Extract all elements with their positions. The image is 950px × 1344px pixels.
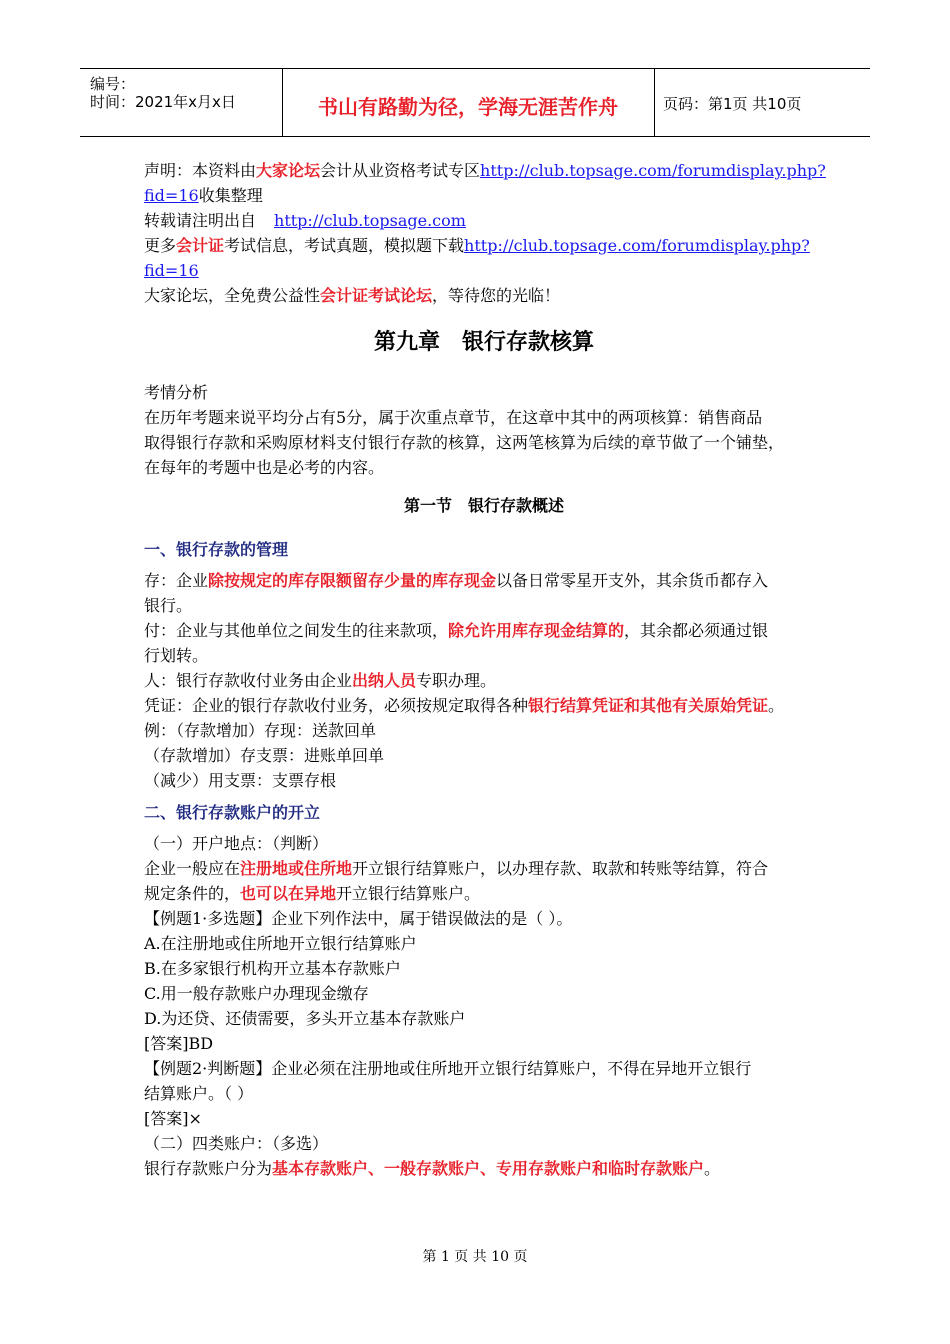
statement-text: 收集整理 <box>198 186 263 205</box>
question-1: 【例题1·多选题】企业下列作法中，属于错误做法的是（ ）。 <box>144 909 573 928</box>
highlight: 基本存款账户、一般存款账户、专用存款账户和临时存款账户 <box>272 1159 705 1178</box>
highlight: 出纳人员 <box>352 671 417 690</box>
statement-line-5 <box>144 258 824 283</box>
page-header <box>80 68 870 137</box>
text: 银行存款账户分为 <box>144 1159 273 1178</box>
location-rule <box>144 856 824 881</box>
section-title: 第一节 银行存款概述 <box>403 496 564 515</box>
statement-text: ，等待您的光临！ <box>432 286 561 305</box>
statement-text: 声明：本资料由 <box>144 161 257 180</box>
text: ，其余都必须通过银 <box>624 621 769 640</box>
header-middle-cell <box>282 69 655 136</box>
analysis-paragraph: 在每年的考题中也是必考的内容。 <box>144 458 385 477</box>
header-right-cell <box>655 69 870 136</box>
forum-link-cont[interactable]: fid=16 <box>144 186 199 205</box>
highlight: 会计证 <box>176 236 225 255</box>
answer-2: [答案]× <box>144 1109 202 1128</box>
answer-1: [答案]BD <box>144 1034 214 1053</box>
text: 存：企业 <box>144 571 209 590</box>
statement-text: 大家论坛，全免费公益性 <box>144 286 321 305</box>
text: 企业一般应在 <box>144 859 241 878</box>
example-line: 例：（存款增加）存现：送款回单 <box>144 721 377 740</box>
header-left-cell <box>80 69 283 136</box>
page-info: 页码：第1页 共10页 <box>663 95 802 113</box>
forum-link[interactable]: http://club.topsage.com/forumdisplay.php? <box>480 161 826 180</box>
download-link[interactable]: http://club.topsage.com/forumdisplay.php? <box>464 236 810 255</box>
payment-rule <box>144 618 824 643</box>
highlight: 会计证考试论坛 <box>320 286 433 305</box>
statement-line-3 <box>144 208 824 233</box>
highlight: 除允许用库存现金结算的 <box>448 621 625 640</box>
highlight: 注册地或住所地 <box>240 859 353 878</box>
highlight: 也可以在异地 <box>240 884 337 903</box>
option-c: C.用一般存款账户办理现金缴存 <box>144 984 369 1003</box>
document-body <box>144 158 824 1181</box>
text: 付：企业与其他单位之间发生的往来款项， <box>144 621 449 640</box>
question-2: 【例题2·判断题】企业必须在注册地或住所地开立银行结算账户，不得在异地开立银行 <box>144 1059 752 1078</box>
statement-text: 更多 <box>144 236 177 255</box>
text: 以备日常零星开支外，其余货币都存入 <box>496 571 769 590</box>
text: 。 <box>768 696 785 715</box>
text: 人：银行存款收付业务由企业 <box>144 671 353 690</box>
text: 专职办理。 <box>416 671 497 690</box>
option-d: D.为还贷、还债需要，多头开立基本存款账户 <box>144 1009 466 1028</box>
text: 开立银行结算账户。 <box>336 884 481 903</box>
voucher-rule <box>144 693 824 718</box>
highlight: 除按规定的库存限额留存少量的库存现金 <box>208 571 497 590</box>
text: 。 <box>704 1159 721 1178</box>
highlight: 银行结算凭证和其他有关原始凭证 <box>528 696 769 715</box>
forum-name: 大家论坛 <box>256 161 321 180</box>
deposit-rule-cont: 银行。 <box>144 596 193 615</box>
text: 规定条件的， <box>144 884 241 903</box>
statement-line-6 <box>144 283 824 308</box>
question-2-cont: 结算账户。（ ） <box>144 1084 254 1103</box>
analysis-paragraph: 取得银行存款和采购原材料支付银行存款的核算，这两笔核算为后续的章节做了一个铺垫， <box>144 433 785 452</box>
text: 凭证：企业的银行存款收付业务，必须按规定取得各种 <box>144 696 529 715</box>
heading-account-opening: 二、银行存款账户的开立 <box>144 803 321 822</box>
number-label: 编号： <box>90 75 136 93</box>
example-line: （减少）用支票：支票存根 <box>144 771 337 790</box>
statement-line-1 <box>144 158 824 183</box>
account-types <box>144 1156 824 1181</box>
option-b: B.在多家银行机构开立基本存款账户 <box>144 959 401 978</box>
example-line: （存款增加）存支票：进账单回单 <box>144 746 385 765</box>
text: 开立银行结算账户，以办理存款、取款和转账等结算，符合 <box>352 859 769 878</box>
analysis-paragraph: 在历年考题来说平均分占有5分，属于次重点章节，在这章中其中的两项核算：销售商品 <box>144 408 763 427</box>
statement-line-4 <box>144 233 824 258</box>
statement-text: 转载请注明出自 <box>144 211 257 230</box>
deposit-rule <box>144 568 824 593</box>
subheading-location: （一）开户地点：（判断） <box>144 834 329 853</box>
statement-text: 考试信息，考试真题，模拟题下载 <box>224 236 465 255</box>
motto: 书山有路勤为径，学海无涯苦作舟 <box>318 95 618 119</box>
page-footer: 第 1 页 共 10 页 <box>422 1249 528 1265</box>
option-a: A.在注册地或住所地开立银行结算账户 <box>144 934 417 953</box>
club-link[interactable]: http://club.topsage.com <box>274 211 466 230</box>
statement-line-2 <box>144 183 824 208</box>
person-rule <box>144 668 824 693</box>
payment-rule-cont: 行划转。 <box>144 646 209 665</box>
subheading-account-types: （二）四类账户：（多选） <box>144 1134 329 1153</box>
download-link-cont[interactable]: fid=16 <box>144 261 199 280</box>
location-rule-cont <box>144 881 824 906</box>
heading-management: 一、银行存款的管理 <box>144 540 289 559</box>
statement-text: 会计从业资格考试专区 <box>320 161 481 180</box>
analysis-title: 考情分析 <box>144 383 209 402</box>
date-label: 时间：2021年x月x日 <box>90 93 236 111</box>
chapter-title: 第九章 银行存款核算 <box>373 330 594 355</box>
